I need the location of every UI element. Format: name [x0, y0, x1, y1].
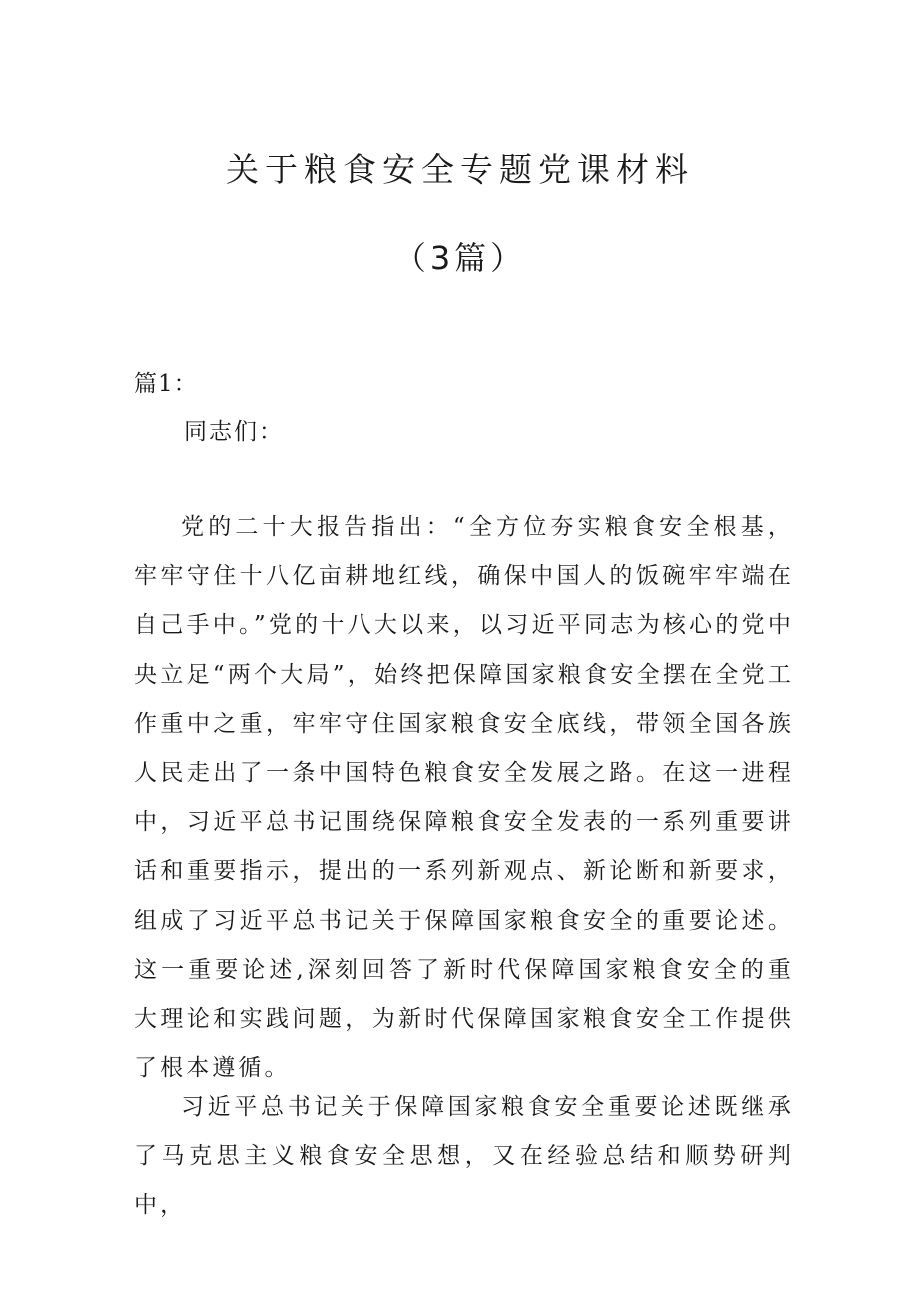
document-subtitle: （3篇）: [393, 239, 527, 277]
section-label: 篇1：: [134, 371, 198, 397]
body-paragraph-2: 习近平总书记关于保障国家粮食安全重要论述既继承了马克思主义粮食安全思想，又在经验总结和顺势研判中，: [134, 1094, 794, 1219]
document-title: 关于粮食安全专题党课材料: [226, 150, 694, 189]
salutation: 同志们：: [184, 419, 284, 445]
body-paragraph-1: 党的二十大报告指出：“全方位夯实粮食安全根基，牢牢守住十八亿亩耕地红线，确保中国人的饭碗牢牢端在自己手中。”党的十八大以来，以习近平同志为核心的党中央立足“两个大局”，始终把保障国家粮食安全摆在全党工作重中之重，牢牢守住国家粮食安全底线，带领全国各族人民走出了一条中国特色粮食安全发展之路。在这一进程中，习近平总书记围绕保障粮食安全发表的一系列重要讲话和重要指示，提出的一系列新观点、新论断和新要求，组成了习近平总书记关于保障国家粮食安全的重要论述。这一重要论述,深刻回答了新时代保障国家粮食安全的重大理论和实践问题，为新时代保障国家粮食安全工作提供了根本遵循。: [134, 514, 794, 1082]
